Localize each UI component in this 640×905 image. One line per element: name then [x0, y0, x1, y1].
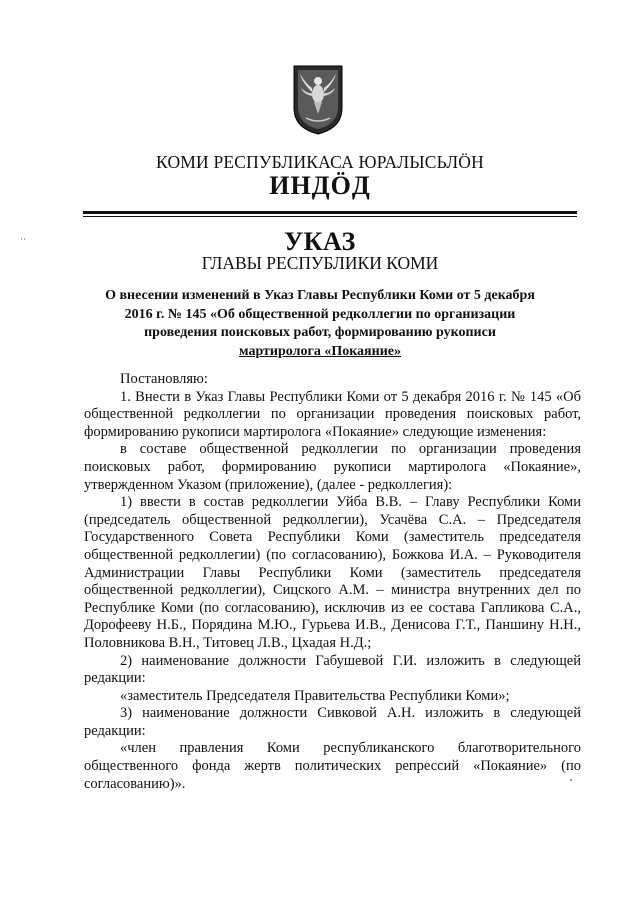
decree-preamble: Постановляю: [120, 371, 208, 387]
subject-line: 2016 г. № 145 «Об общественной редколлегии по организации [124, 306, 516, 322]
decree-paragraph: 1) ввести в состав редколлегии Уйба В.В. – Главу Республики Коми (председатель общественной редколлегии), Усачёва С.А. – Председателя Государственного Совета Республики Коми (заместитель председателя общественной редколлегии) (по согласованию), Божкова И.А. – Руководителя Администрации Главы Республики Коми (заместитель председателя общественной редколлегии), Сицского А.М. – министра внутренних дел по Республике Коми (по согласованию), исключив из ее состава Гапликова С.А., Дорофееву Н.Б., Порядина М.Ю., Гурьева И.В., Денисова Г.Т., Паншину Н.Н., Половникова В.Н., Титовец Л.В., Цхадая Н.Д.; [84, 494, 581, 651]
decree-paragraph: в составе общественной редколлегии по организации проведения поисковых работ, формированию рукописи мартиролога «Покаяние», утвержденном Указом (приложение), (далее - редколлегия): [84, 441, 581, 493]
decree-paragraph: «заместитель Председателя Правительства Республики Коми»; [120, 687, 510, 704]
coat-of-arms-icon [292, 64, 344, 136]
decree-paragraph: 2) наименование должности Габушевой Г.И. изложить в следующей редакции: [84, 652, 581, 687]
scan-speck: ·· [20, 234, 26, 244]
komi-republic-title: КОМИ РЕСПУБЛИКАСА ЮРАЛЫСЬЛӦН [156, 152, 484, 172]
document-type-title: УКАЗ [284, 227, 356, 256]
decree-body [84, 371, 581, 793]
decree-paragraph: «член правления Коми республиканского благотворительного общественного фонда жертв политических репрессий «Покаяние» (по согласованию)». [84, 740, 581, 792]
decree-paragraph: 3) наименование должности Сивковой А.Н. изложить в следующей редакции: [84, 705, 581, 739]
subject-line: О внесении изменений в Указ Главы Республики Коми от 5 декабря [105, 288, 535, 303]
header-rule-thick [83, 211, 577, 214]
document-issuer: ГЛАВЫ РЕСПУБЛИКИ КОМИ [201, 253, 439, 273]
decree-paragraph: 1. Внести в Указ Главы Республики Коми от 5 декабря 2016 г. № 145 «Об общественной редколлегии по организации проведения поисковых работ, формированию рукописи мартиролога «Покаяние» следующие изменения: [84, 388, 581, 440]
subject-line-underlined: мартиролога «Покаяние» [239, 343, 401, 359]
scan-dot [570, 779, 572, 781]
subject-line: проведения поисковых работ, формированию рукописи [144, 325, 496, 340]
header-rule-thin [83, 216, 577, 217]
decree-subject [90, 287, 550, 361]
komi-document-type: ИНДӦД [269, 171, 371, 200]
